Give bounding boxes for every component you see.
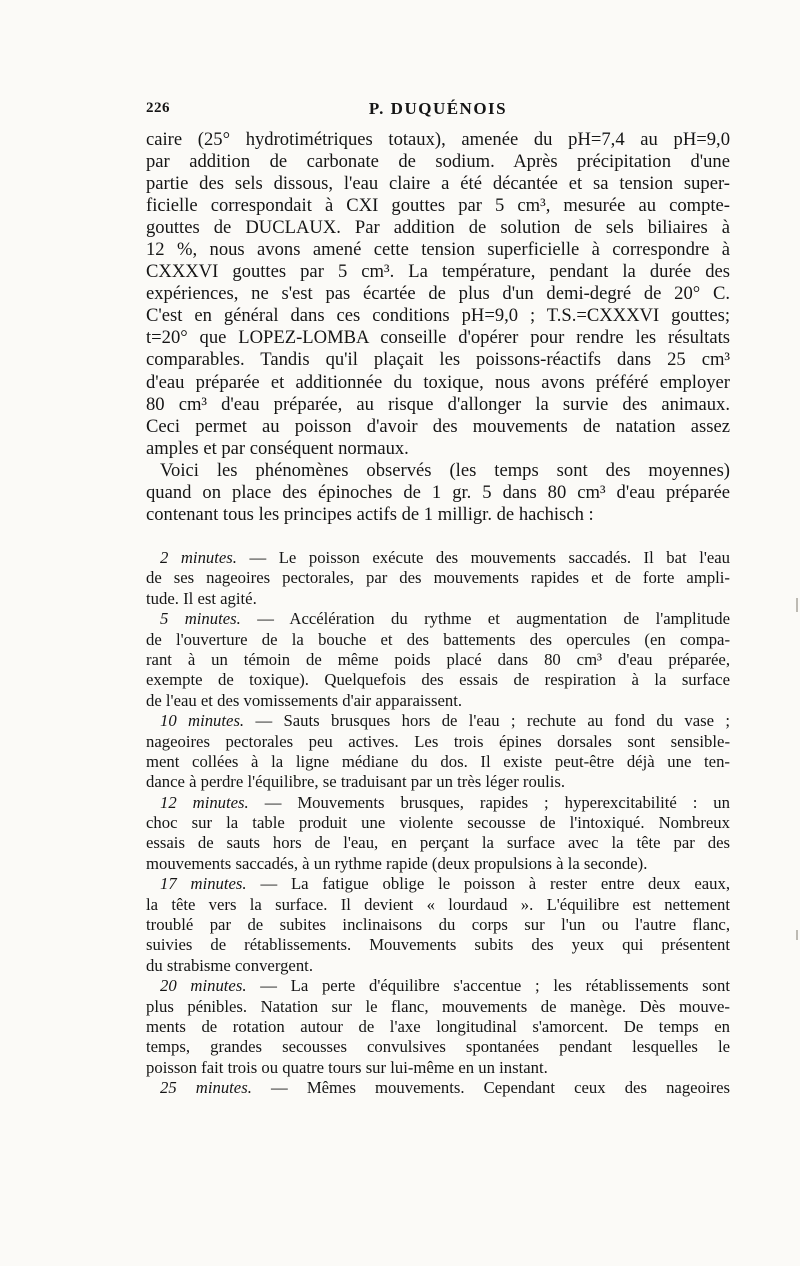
observations-list — [146, 548, 730, 1099]
text-line — [146, 630, 730, 650]
observation-entry — [146, 548, 730, 609]
intro-paragraphs — [146, 129, 730, 526]
text-line — [146, 895, 730, 915]
time-label: 25 minutes. — [160, 1078, 252, 1098]
time-label: 2 minutes. — [160, 548, 237, 567]
line-text: troublé par de subites inclinaisons du corps sur l'un ou l'autre flanc, — [146, 915, 730, 935]
line-text: temps, grandes secousses convulsives spontanées pendant lesquelles le — [146, 1037, 730, 1057]
line-text: — Sauts brusques hors de l'eau ; rechute au fond du vase ; — [255, 711, 730, 731]
text-line — [146, 976, 730, 996]
text-line — [146, 752, 730, 772]
text-line — [146, 1017, 730, 1037]
line-text: plus pénibles. Natation sur le flanc, mouvements de manège. Dès mouve- — [146, 996, 730, 1016]
text-line — [146, 956, 730, 976]
text-line: expériences, ne s'est pas écartée de plus d'un demi-degré de 20° C. — [146, 283, 730, 305]
text-line: ficielle correspondait à CXI gouttes par 5 cm³, mesurée au compte- — [146, 195, 730, 217]
text-line — [146, 854, 730, 874]
running-head: P. DUQUÉNOIS — [368, 99, 508, 118]
time-label: 17 minutes. — [160, 874, 247, 894]
text-line: C'est en général dans ces conditions pH=9,0 ; T.S.=CXXXVI gouttes; — [146, 305, 730, 327]
text-line — [146, 589, 730, 609]
scan-edge-mark — [796, 598, 798, 612]
observation-entry — [146, 609, 730, 711]
text-line — [146, 833, 730, 853]
text-line: contenant tous les principes actifs de 1 milligr. de hachisch : — [146, 503, 594, 525]
time-label: 12 minutes. — [160, 792, 249, 812]
line-text: choc sur la table produit une violente secousse de l'intoxiqué. Nombreux — [146, 813, 730, 833]
text-line: gouttes de DUCLAUX. Par addition de solution de sels biliaires à — [146, 217, 730, 239]
text-line — [146, 548, 730, 568]
time-label: 5 minutes. — [160, 609, 241, 629]
text-line — [146, 711, 730, 731]
text-line — [146, 609, 730, 629]
text-line — [146, 915, 730, 935]
text-line — [146, 997, 730, 1017]
text-line — [146, 732, 730, 752]
text-line — [146, 1037, 730, 1057]
line-text: dance à perdre l'équilibre, se traduisant par un très léger roulis. — [146, 772, 566, 792]
observation-entry — [146, 874, 730, 976]
text-line: amples et par conséquent normaux. — [146, 437, 409, 459]
time-label: 10 minutes. — [160, 711, 245, 731]
line-text: — La fatigue oblige le poisson à rester entre deux eaux, — [260, 874, 730, 894]
observation-entry — [146, 793, 730, 875]
line-text: — Accélération du rythme et augmentation de l'amplitude — [257, 609, 730, 629]
text-line: comparables. Tandis qu'il plaçait les poissons-réactifs dans 25 cm³ — [146, 349, 730, 371]
text-line: Ceci permet au poisson d'avoir des mouvements de natation assez — [146, 415, 730, 437]
observation-entry — [146, 976, 730, 1078]
observation-entry — [146, 711, 730, 793]
line-text: nageoires pectorales peu actives. Les trois épines dorsales sont sensible- — [146, 731, 730, 751]
scan-edge-mark — [796, 930, 798, 940]
line-text: mouvements saccadés, à un rythme rapide (deux propulsions à la seconde). — [146, 853, 648, 873]
text-line — [146, 1078, 730, 1098]
observation-entry — [146, 1078, 730, 1098]
page-number: 226 — [146, 100, 170, 116]
page-header — [146, 100, 730, 124]
line-text: du strabisme convergent. — [146, 955, 313, 975]
line-text: — Le poisson exécute des mouvements saccadés. Il bat l'eau — [249, 548, 731, 567]
line-text: suivies de rétablissements. Mouvements subits des yeux qui présentent — [146, 935, 730, 955]
line-text: — Mouvements brusques, rapides ; hyperexcitabilité : un — [264, 792, 730, 812]
text-line: 12 %, nous avons amené cette tension superficielle à correspondre à — [146, 239, 730, 261]
text-line — [146, 813, 730, 833]
text-line — [146, 874, 730, 894]
text-line — [146, 793, 730, 813]
line-text: la tête vers la surface. Il devient « lourdaud ». L'équilibre est nettement — [146, 894, 730, 914]
line-text: ments de rotation autour de l'axe longitudinal s'amorcent. De temps en — [146, 1016, 730, 1036]
text-line: CXXXVI gouttes par 5 cm³. La température, pendant la durée des — [146, 261, 730, 283]
text-line — [146, 650, 730, 670]
line-text: de l'ouverture de la bouche et des battements des opercules (en compa- — [146, 629, 730, 649]
text-line — [146, 1058, 730, 1078]
line-text: rant à un témoin de même poids placé dans 80 cm³ d'eau préparée, — [146, 649, 730, 669]
line-text: poisson fait trois ou quatre tours sur lui-même en un instant. — [146, 1057, 548, 1077]
text-line: caire (25° hydrotimétriques totaux), amenée du pH=7,4 au pH=9,0 — [146, 129, 730, 150]
line-text: de ses nageoires pectorales, par des mouvements rapides et de forte ampli- — [146, 568, 730, 588]
line-text: — La perte d'équilibre s'accentue ; les rétablissements sont — [260, 976, 730, 996]
text-line — [146, 935, 730, 955]
text-line: Voici les phénomènes observés (les temps sont des moyennes) — [160, 459, 730, 481]
text-line: partie des sels dissous, l'eau claire a été décantée et sa tension super- — [146, 173, 730, 195]
text-line — [146, 691, 730, 711]
line-text: tude. Il est agité. — [146, 588, 257, 608]
line-text: essais de sauts hors de l'eau, en perçant la surface avec la tête par des — [146, 833, 730, 853]
line-text: — Mêmes mouvements. Cependant ceux des nageoires — [271, 1078, 731, 1098]
line-text: de l'eau et des vomissements d'air apparaissent. — [146, 690, 463, 710]
line-text: exempte de toxique). Quelquefois des essais de respiration à la surface — [146, 670, 730, 690]
text-line: quand on place des épinoches de 1 gr. 5 dans 80 cm³ d'eau préparée — [146, 481, 730, 503]
text-line — [146, 568, 730, 588]
text-line: 80 cm³ d'eau préparée, au risque d'allonger la survie des animaux. — [146, 393, 730, 415]
time-label: 20 minutes. — [160, 976, 247, 996]
text-line — [146, 670, 730, 690]
text-line — [146, 772, 730, 792]
text-line: d'eau préparée et additionnée du toxique, nous avons préféré employer — [146, 371, 730, 393]
line-text: ment collées à la ligne médiane du dos. Il existe peut-être déjà une ten- — [146, 751, 730, 771]
text-line: t=20° que LOPEZ-LOMBA conseille d'opérer pour rendre les résultats — [146, 327, 730, 349]
text-line: par addition de carbonate de sodium. Après précipitation d'une — [146, 151, 730, 173]
